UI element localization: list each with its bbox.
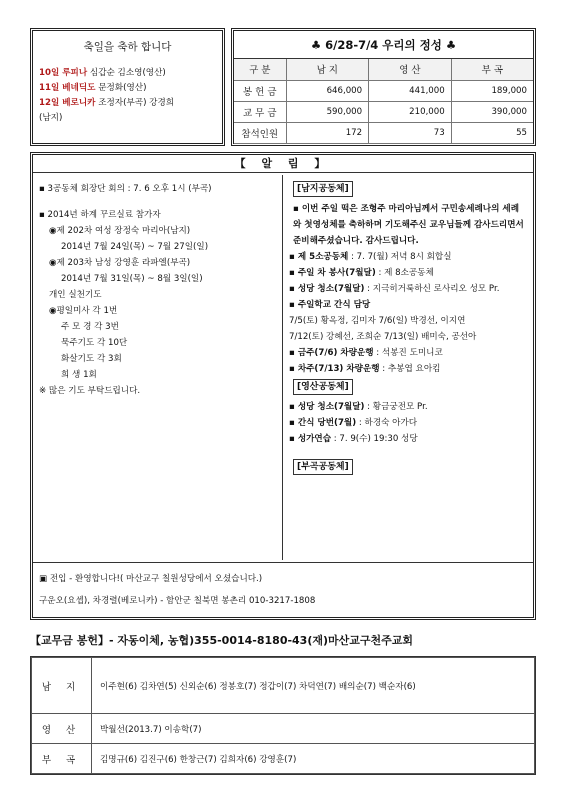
- notice-right-column: [285, 175, 533, 560]
- notice-item: 희 생 1회: [61, 370, 97, 380]
- notice-item-label: ▪ 금주(7/6) 차량운행: [289, 348, 374, 358]
- table-cell: 590,000: [286, 101, 369, 122]
- notice-item: 구운오(요셉), 차경렬(베로니카) - 함안군 칠북면 봉촌리 010-3217-1808: [39, 596, 316, 606]
- table-header-row: [234, 59, 533, 80]
- offering-table: [234, 59, 533, 144]
- notice-item: 7/5(토) 황옥정, 김미자 7/6(일) 박경선, 이지연: [289, 316, 466, 326]
- notice-item-value: : 추봉엽 요아킴: [379, 364, 441, 374]
- table-cell: 210,000: [369, 101, 452, 122]
- notice-item: 묵주기도 각 10단: [61, 338, 128, 348]
- notice-item-label: ▪ 성당 청소(7월달): [289, 402, 365, 412]
- notice-item: ▪ 3공동체 회장단 회의 : 7. 6 오후 1시 (부곡): [39, 184, 212, 194]
- notice-item-label: ▪ 성당 청소(7월달): [289, 284, 365, 294]
- table-row: [234, 122, 533, 143]
- notice-item-value: : 황금궁전모 Pr.: [364, 402, 428, 412]
- row-label: 교 무 금: [234, 101, 286, 122]
- table-cell: 646,000: [286, 80, 369, 101]
- row-label: 봉 헌 금: [234, 80, 286, 101]
- row-label: 영 산: [32, 714, 92, 744]
- row-label: 참석인원: [234, 122, 286, 143]
- table-row: [234, 101, 533, 122]
- notice-item: ▪ 주일학교 간식 담당: [289, 300, 371, 310]
- table-cell: 189,000: [451, 80, 533, 101]
- notice-item-label: ▪ 성가연습: [289, 434, 332, 444]
- notice-item: ◉평일미사 각 1번: [49, 306, 118, 316]
- birthday-box: [30, 28, 225, 146]
- birthday-row: (남지): [39, 113, 63, 123]
- table-cell: 441,000: [369, 80, 452, 101]
- notice-item-label: ▪ 차주(7/13) 차량운행: [289, 364, 380, 374]
- table-header: 남 지: [286, 59, 369, 80]
- row-label: 부 곡: [32, 744, 92, 774]
- notice-item: 개인 실천기도: [49, 290, 102, 300]
- table-row: [32, 714, 535, 744]
- notice-item-value: : 7. 9(수) 19:30 성당: [331, 434, 418, 444]
- table-row: [32, 744, 535, 774]
- table-cell: 이주현(6) 김차연(5) 신외순(6) 정봉호(7) 정갑이(7) 차덕연(7) 배의순(7) 백순자(6): [92, 658, 535, 714]
- table-cell: 55: [451, 122, 533, 143]
- table-cell: 박월선(2013.7) 이송학(7): [92, 714, 535, 744]
- account-info: 【교무금 봉헌】- 자동이체, 농협)355-0014-8180-43(재)마산교구천주교회: [30, 634, 414, 647]
- notice-item: 주 모 경 각 3번: [61, 322, 119, 332]
- table-cell: 390,000: [451, 101, 533, 122]
- notice-item: 2014년 7월 31일(목) ~ 8월 3일(일): [61, 274, 203, 284]
- notice-paragraph: ▪ 이번 주일 떡은 조형주 마리아님께서 구민송세례나의 세례와 첫영성체를 축하하며 기도해주신 교우님들께 감사드리면서 준비해주셨습니다. 감사드립니다.: [293, 204, 524, 246]
- notice-item-value: : 제 8소공동체: [375, 268, 434, 278]
- notice-item-value: : 7. 7(월) 저녁 8시 회합실: [348, 252, 452, 262]
- birthday-row: 10일 루피나 심갑순 김소영(영산): [39, 68, 166, 78]
- table-header: 구 분: [234, 59, 286, 80]
- birthday-row: 11일 베네딕도 문정화(영산): [39, 83, 147, 93]
- notice-item-value: : 석봉진 도미니코: [373, 348, 443, 358]
- notice-item: 2014년 7월 24일(목) ~ 7월 27일(일): [61, 242, 209, 252]
- section-label-bugok: [부곡공동체]: [293, 459, 353, 475]
- notice-item: ◉제 202차 여성 장정숙 마리아(남지): [49, 226, 191, 236]
- prayer-table: [31, 657, 535, 774]
- notice-item-label: ▪ 제 5소공동체: [289, 252, 349, 262]
- table-cell: 172: [286, 122, 369, 143]
- notice-item-label: ▪ 간식 당번(7월): [289, 418, 357, 428]
- notice-item: 7/12(토) 강혜선, 조희순 7/13(일) 배미숙, 공선아: [289, 332, 477, 342]
- offering-box: [231, 28, 536, 146]
- notice-left-column: [35, 175, 283, 560]
- notice-item: ◉제 203차 남성 강영훈 라파엘(부곡): [49, 258, 191, 268]
- notice-bottom: [33, 562, 533, 617]
- notice-title: 【 알 림 】: [33, 155, 533, 173]
- prayer-list: [30, 656, 536, 775]
- birthday-title: 축일을 축하 합니다: [83, 41, 172, 53]
- table-header: 부 곡: [451, 59, 533, 80]
- notice-box: [30, 152, 536, 620]
- table-row: [32, 658, 535, 714]
- birthday-row: 12일 베로니카 조정자(부곡) 강경희: [39, 98, 175, 108]
- table-cell: 73: [369, 122, 452, 143]
- notice-item-value: : 하경숙 아가다: [356, 418, 418, 428]
- offering-title: ♣ 6/28-7/4 우리의 정성 ♣: [234, 31, 533, 59]
- notice-item: ※ 많은 기도 부탁드립니다.: [39, 386, 141, 396]
- table-row: [234, 80, 533, 101]
- notice-item-label: ▪ 주일 차 봉사(7월달): [289, 268, 376, 278]
- section-label-yeongsan: [영산공동체]: [293, 379, 353, 395]
- notice-item: ▣ 전입 - 환영합니다!( 마산교구 칠원성당에서 오셨습니다.): [39, 574, 263, 584]
- section-label-namji: [남지공동체]: [293, 181, 353, 197]
- row-label: 남 지: [32, 658, 92, 714]
- notice-item: ▪ 2014년 하계 꾸르실료 참가자: [39, 210, 161, 220]
- table-header: 영 산: [369, 59, 452, 80]
- table-cell: 김명규(6) 김진구(6) 한창근(7) 김희자(6) 강영훈(7): [92, 744, 535, 774]
- notice-item: 화살기도 각 3회: [61, 354, 122, 364]
- notice-item-value: : 지극히거룩하신 로사리오 성모 Pr.: [364, 284, 500, 294]
